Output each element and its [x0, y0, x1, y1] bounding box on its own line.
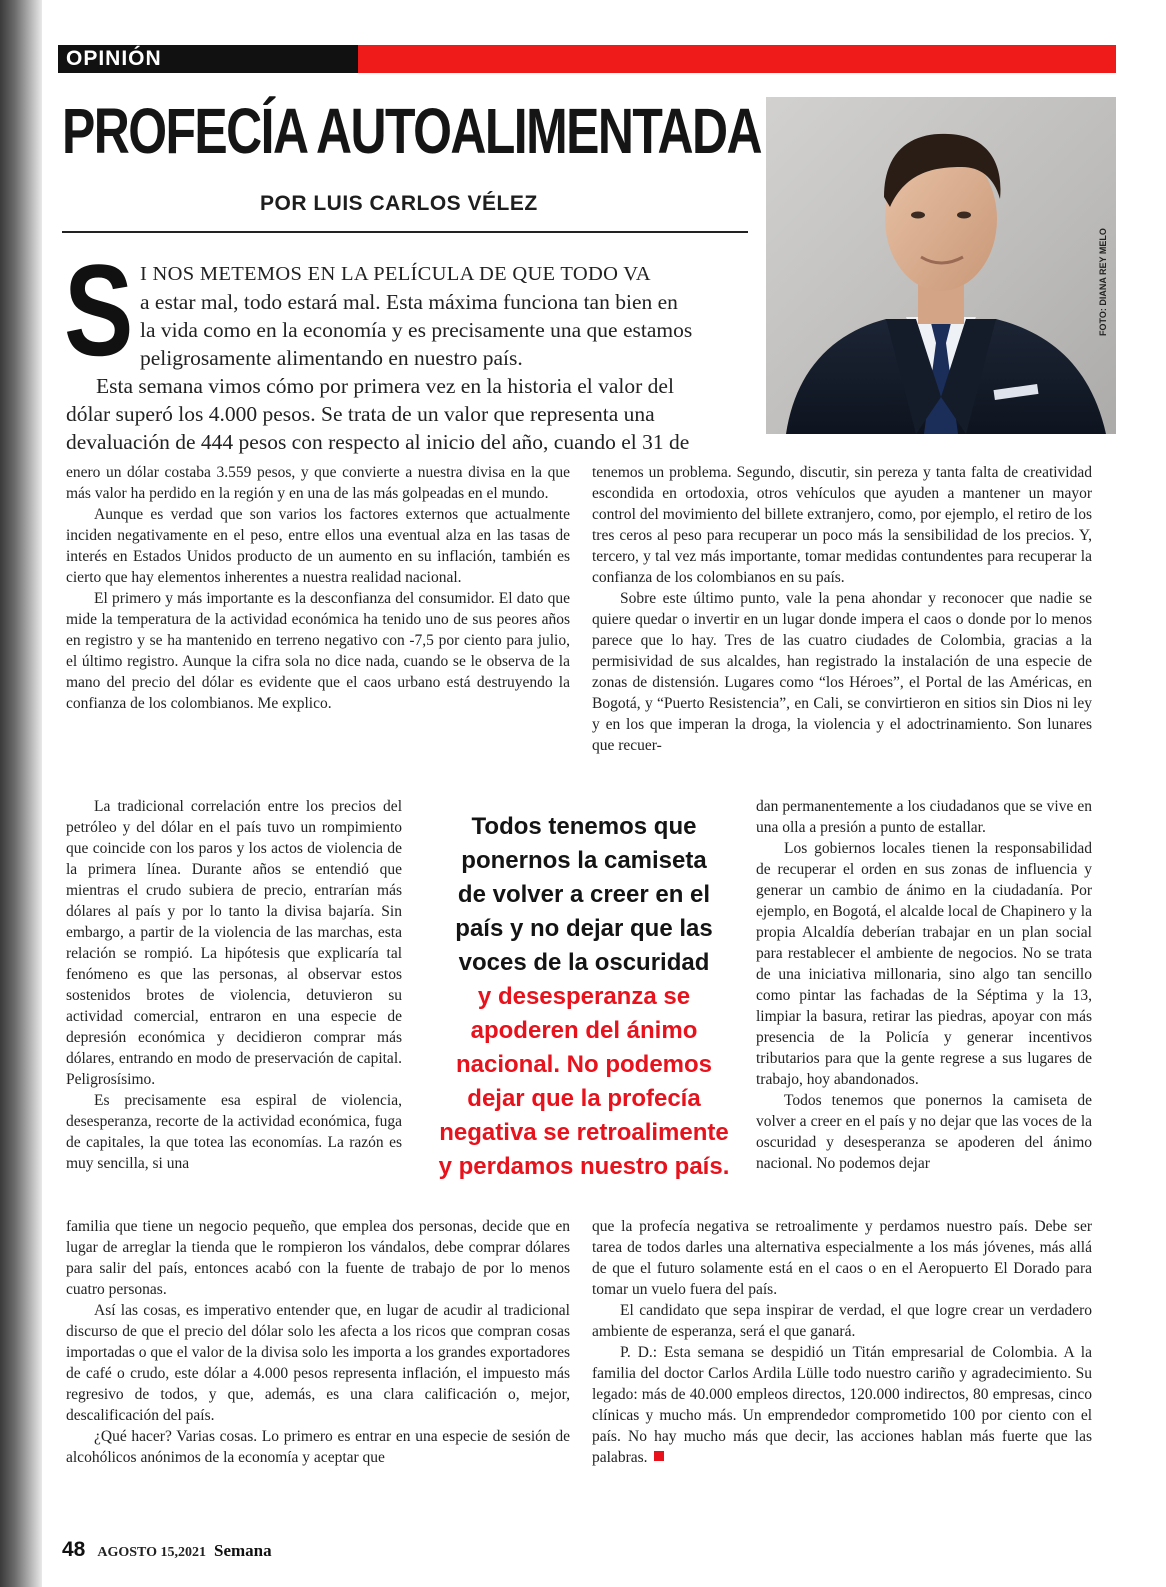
- paragraph: [592, 1342, 1092, 1468]
- author-photo: [766, 97, 1116, 434]
- pull-quote-line-red: y perdamos nuestro país.: [438, 1153, 730, 1180]
- issue-date: AGOSTO 15,2021: [97, 1545, 207, 1560]
- paragraph: Sobre este último punto, vale la pena ahondar y reconocer que nadie se quiere quedar o invertir en un lugar donde impera el caos o donde por lo menos parece que lo hay. Tres de las cuatro ciudades de Colombia, gracias a la permisividad de sus alcaldes, han registrado la instalación de una especie de zonas de distensión. Lugares como “los Héroes”, el Portal de las Américas, en Bogotá, y “Puerto Resistencia”, en Cali, se convirtieron en sitios sin Dios ni ley y en los que imperan la droga, la violencia y el adoctrinamiento. Son lunares que recuer-: [592, 590, 1092, 754]
- lead-line: devaluación de 444 pesos con respecto al inicio del año, cuando el 31 de: [66, 430, 690, 454]
- column-1-bottom: [66, 1216, 570, 1482]
- paragraph: La tradicional correlación entre los precios del petróleo y del dólar en el país tuvo un rompimiento que coincide con los paros y los actos de violencia de la primera línea. Durante años se entendió que mientras el crudo subiera de precio, entrarían más dólares al país y por lo tanto la divisa bajaría. Sin embargo, a partir de la violencia de las marchas, esta relación se rompió. La hipótesis que explicaría tal fenómeno es que las personas, al observar estos sostenidos brotes de violencia, detuvieron su actividad comercial, entraron en una especie de depresión económica y decidieron comprar más dólares, entrando en modo de preservación de capital. Peligrosísimo.: [66, 798, 402, 1088]
- pull-quote-line: ponernos la camiseta: [461, 847, 707, 874]
- paragraph: Los gobiernos locales tienen la responsabilidad de recuperar el orden en sus zonas de influencia y generar un cambio de ánimo en la ciudadanía. Por ejemplo, en Bogotá, el alcalde local de Chapinero y la propia Alcaldía deberían trabajar en un plan social para restablecer el ambiente de negocios. No se trata de una iniciativa millonaria, sino algo tan sencillo como pintar las fachadas de la Séptima y la 13, limpiar la basura, retirar las piedras, apoyar con más presencia de la Policía y generar incentivos tributarios para que la gente regrese a sus lugares de trabajo, hoy abandonados.: [756, 840, 1092, 1088]
- pull-quote-line: Todos tenemos que: [471, 813, 697, 840]
- section-label: OPINIÓN: [58, 45, 358, 73]
- drop-cap: S: [64, 237, 134, 383]
- paragraph: Todos tenemos que ponernos la camiseta de volver a creer en el país y no dejar que las voces de la oscuridad y desesperanza se apoderen del ánimo nacional. No podemos dejar: [756, 1092, 1092, 1172]
- lead-line: peligrosamente alimentando en nuestro país.: [140, 346, 523, 370]
- lead-line: Esta semana vimos cómo por primera vez en la historia el valor del: [96, 374, 674, 398]
- paragraph: que la profecía negativa se retroalimente y perdamos nuestro país. Debe ser tarea de todos darles una alternativa especialmente a los más jóvenes, más allá de que el futuro solamente está en el caos o en el Aeropuerto El Dorado para tomar un vuelo fuera del país.: [592, 1218, 1092, 1298]
- page-number: 48: [62, 1538, 86, 1561]
- column-1-top: [66, 462, 570, 792]
- column-2-top: [592, 462, 1092, 792]
- byline-rule: [62, 231, 748, 233]
- column-2-middle: [756, 796, 1092, 1216]
- paragraph: ¿Qué hacer? Varias cosas. Lo primero es entrar en una especie de sesión de alcohólicos anónimos de la economía y aceptar que: [66, 1428, 570, 1466]
- paragraph: dan permanentemente a los ciudadanos que se vive en una olla a presión a punto de estallar.: [756, 798, 1092, 836]
- pull-quote-line: país y no dejar que las: [455, 915, 713, 942]
- paragraph: tenemos un problema. Segundo, discutir, sin pereza y tanta falta de creatividad escondida en ortodoxia, otros vehículos que ayuden a mantener un mayor control del movimiento del billete extranjero, como, por ejemplo, el retiro de los tres ceros al peso para recuperar un poco más la sensibilidad de los precios. Y, tercero, y tal vez más importante, tomar medidas contundentes para recuperar la confianza de los colombianos en su país.: [592, 464, 1092, 586]
- paragraph: Aunque es verdad que son varios los factores externos que actualmente inciden negativamente en el peso, entre ellos una eventual alza en las tasas de interés en Estados Unidos producto de un aumento en su inflación, también es cierto que hay elementos inherentes a nuestra realidad nacional.: [66, 506, 570, 586]
- magazine-name: Semana: [214, 1541, 272, 1560]
- photo-credit: FOTO: DIANA REY MELO: [1098, 228, 1108, 336]
- lead-line: la vida como en la economía y es precisamente una que estamos: [140, 318, 693, 342]
- pull-quote-line-red: dejar que la profecía: [467, 1085, 701, 1112]
- postscript-text: P. D.: Esta semana se despidió un Titán empresarial de Colombia. A la familia del doctor Carlos Ardila Lülle todo nuestro cariño y agradecimiento. Su legado: más de 40.000 empleos directos, 120.000 indirectos, 80 empresas, cinco clínicas y mucho más. Un emprendedor comprometido 100 por ciento con el país. No hay mucho más que decir, las acciones hablan más fuerte que las palabras.: [592, 1344, 1092, 1466]
- paragraph: enero un dólar costaba 3.559 pesos, y que convierte a nuestra divisa en la que más valor ha perdido en la región y en una de las más golpeadas en el mundo.: [66, 464, 570, 502]
- paragraph: El primero y más importante es la desconfianza del consumidor. El dato que mide la temperatura de la actividad económica ha tenido uno de sus peores años en registro y se ha mantenido en terreno negativo con -7,5 por ciento para julio, el último registro. Aunque la cifra sola no dice nada, cuando se le observa de la mano del precio del dólar es evidente que el caos urbano está destruyendo la confianza de los colombianos. Me explico.: [66, 590, 570, 712]
- paragraph: Así las cosas, es imperativo entender que, en lugar de acudir al tradicional discurso de que el precio del dólar solo les afecta a los ricos que compran cosas importadas o que el valor de la divisa solo les importa a los grandes exportadores de café o crudo, este dólar a 4.000 pesos representa inflación, el impuesto más regresivo de todos, y que, además, es una clara calificación o, mejor, descalificación del país.: [66, 1302, 570, 1424]
- page-footer: [62, 1538, 462, 1564]
- column-1-middle: [66, 796, 402, 1216]
- author-portrait-illustration: [766, 97, 1116, 434]
- lead-line: I NOS METEMOS EN LA PELÍCULA DE QUE TODO VA: [140, 263, 651, 285]
- byline: POR LUIS CARLOS VÉLEZ: [260, 192, 538, 215]
- pull-quote-line: voces de la oscuridad: [458, 949, 710, 976]
- pull-quote-line-red: nacional. No podemos: [455, 1051, 713, 1078]
- paragraph: familia que tiene un negocio pequeño, que emplea dos personas, decide que en lugar de arreglar la tienda que le rompieron los vándalos, debe comprar dólares para salir del país, entonces acabó con la fuente de trabajo de por lo menos cuatro personas.: [66, 1218, 570, 1298]
- paragraph: Es precisamente esa espiral de violencia, desesperanza, recorte de la actividad económica, fuga de capitales, la que totea las economías. La razón es muy sencilla, si una: [66, 1092, 402, 1172]
- paragraph: El candidato que sepa inspirar de verdad, el que logre crear un verdadero ambiente de esperanza, será el que ganará.: [592, 1302, 1092, 1340]
- column-2-bottom: [592, 1216, 1092, 1486]
- pull-quote-line-red: negativa se retroalimente: [439, 1119, 729, 1146]
- headline: PROFECÍA AUTOALIMENTADA: [62, 95, 762, 167]
- pull-quote-line: de volver a creer en el: [457, 881, 711, 908]
- pull-quote-line-red: y desesperanza se: [477, 983, 691, 1010]
- page-spine-shadow: [0, 0, 42, 1587]
- pull-quote-line-red: apoderen del ánimo: [470, 1017, 698, 1044]
- pull-quote: [420, 810, 748, 1190]
- end-mark-icon: [654, 1451, 664, 1461]
- lead-line: dólar superó los 4.000 pesos. Se trata de un valor que representa una: [66, 402, 655, 426]
- lead-line: a estar mal, todo estará mal. Esta máxima funciona tan bien en: [140, 290, 678, 314]
